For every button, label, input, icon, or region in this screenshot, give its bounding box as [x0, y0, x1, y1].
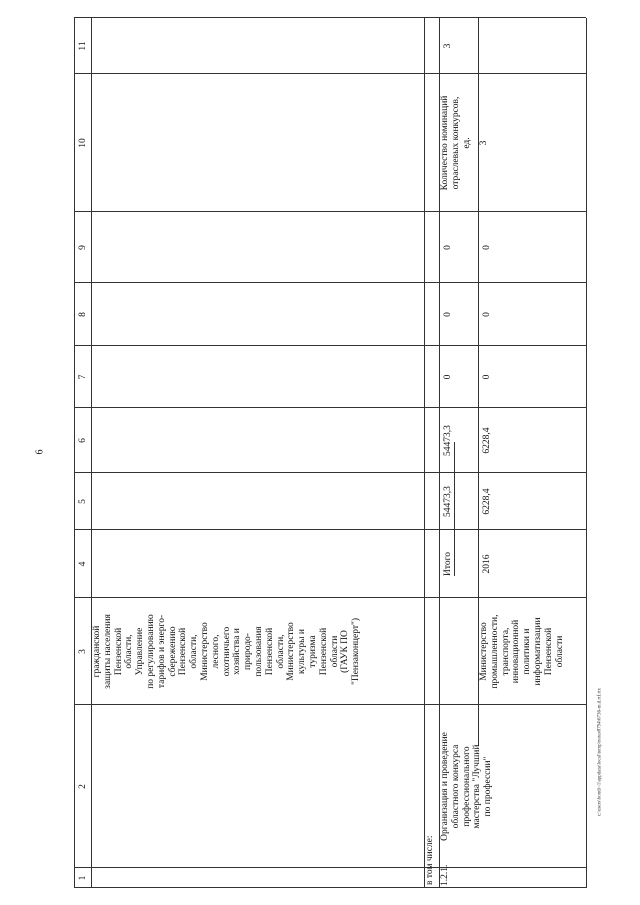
table-rule	[91, 18, 92, 888]
sub-col9: 0	[482, 245, 492, 250]
table-rule	[586, 18, 587, 888]
indicator-line: Количество номинаций	[440, 95, 450, 191]
activity-name-line: Организация и проведение	[440, 732, 450, 841]
activity-name	[440, 705, 494, 868]
col-header: 6	[78, 438, 88, 443]
executor-line: пользования	[253, 626, 264, 677]
rotated-table	[74, 18, 594, 888]
sub-executor-line: инновационной	[511, 619, 522, 684]
row-number: 1.2.1.	[440, 864, 450, 886]
table-rule	[74, 867, 586, 868]
col-header: 1	[78, 875, 88, 881]
executor-line: туризма	[307, 635, 318, 668]
executor-line: Пензенской	[318, 627, 329, 676]
total-col9: 0	[443, 245, 453, 250]
total-col5: 54473,3	[443, 486, 453, 517]
col-header: 10	[78, 138, 88, 148]
table-rule	[74, 73, 586, 74]
sub-executor-line: промышленности,	[489, 614, 500, 689]
table-rule	[74, 17, 586, 18]
sub-col10: 3	[479, 140, 489, 146]
page-number: 6	[34, 449, 46, 455]
table-rule	[454, 442, 455, 576]
sub-executor	[479, 598, 565, 705]
executor-line: защиты населения	[102, 614, 113, 689]
col-header: 11	[78, 41, 88, 51]
activity-name-line: мастерства "Лучший	[472, 744, 483, 829]
table-rule	[74, 887, 586, 888]
total-col7: 0	[443, 374, 453, 380]
executor-line: Пензенской	[113, 627, 124, 676]
sub-executor-line: Министерство	[479, 622, 489, 681]
sub-executor-line: политики и	[522, 628, 533, 675]
executor-line: области	[329, 635, 340, 668]
total-col6: 54473,3	[443, 425, 453, 456]
executor-line: тарифов и энерго-	[156, 614, 167, 689]
year-cell: 2016	[482, 554, 492, 574]
activity-name-line: по профессии"	[483, 756, 494, 817]
col-header: 5	[78, 499, 88, 504]
executor-line: Министерство	[286, 622, 297, 681]
executor-line: (ГАУК ПО	[340, 630, 351, 673]
executor-line: Министерство	[199, 622, 210, 681]
col-header: 9	[78, 245, 88, 250]
table-rule	[74, 529, 586, 530]
sub-executor-line: Пензенской	[543, 627, 554, 676]
executor-line: Управление	[135, 627, 146, 676]
executor-line: лесного,	[210, 634, 221, 669]
table-rule	[74, 345, 586, 346]
executor-line: "Пензаконцерт")	[351, 617, 362, 686]
executor-line: культуры и	[297, 629, 308, 674]
col-header: 8	[78, 312, 88, 317]
executor-line: сбережению	[167, 626, 178, 677]
col-header: 3	[78, 649, 88, 654]
executor-line: охотничьего	[221, 626, 232, 677]
executor-line: природо-	[243, 633, 254, 670]
table-rule	[74, 282, 586, 283]
sub-col6: 6228,4	[482, 427, 492, 454]
table-rule	[74, 211, 586, 212]
footer-file-path: c:\users\bondi~1\appdata\local\temp\notes8794\6736-m.d.rtf.rtx	[597, 687, 603, 817]
activity-name-line: профессионального	[461, 746, 472, 827]
col-header: 2	[78, 784, 88, 789]
executor-line: Пензенской	[264, 627, 275, 676]
col-header: 4	[78, 561, 88, 567]
executor-line: области,	[275, 634, 286, 669]
col11-value: 3	[443, 43, 453, 49]
executor-line: гражданской	[92, 625, 102, 678]
activity-name-line: областного конкурса	[450, 744, 461, 829]
sub-executor-line: транспорта,	[500, 627, 511, 676]
executor-line: Пензенской	[178, 627, 189, 676]
table-rule	[74, 18, 75, 888]
executor-line: по регулированию	[145, 614, 156, 689]
total-col8: 0	[443, 312, 453, 317]
sub-executor-line: области	[554, 635, 565, 668]
sub-col7: 0	[482, 374, 492, 380]
including-label: в том числе:	[425, 835, 435, 885]
executor-line: области,	[124, 634, 135, 669]
sub-col8: 0	[482, 312, 492, 317]
sub-col5: 6228,4	[482, 488, 492, 515]
executor-line: области,	[189, 634, 200, 669]
table-rule	[74, 472, 586, 473]
sub-executor-line: информатизации	[532, 617, 543, 686]
executor-line: хозяйства и	[232, 628, 243, 675]
table-rule	[74, 407, 586, 408]
executors-cell	[92, 598, 362, 705]
col-header: 7	[78, 374, 88, 380]
total-label: Итого	[443, 551, 453, 577]
indicator-line: ед.	[461, 137, 472, 149]
indicator-line: отраслевых конкурсов,	[450, 96, 461, 190]
indicator-name	[440, 74, 472, 212]
